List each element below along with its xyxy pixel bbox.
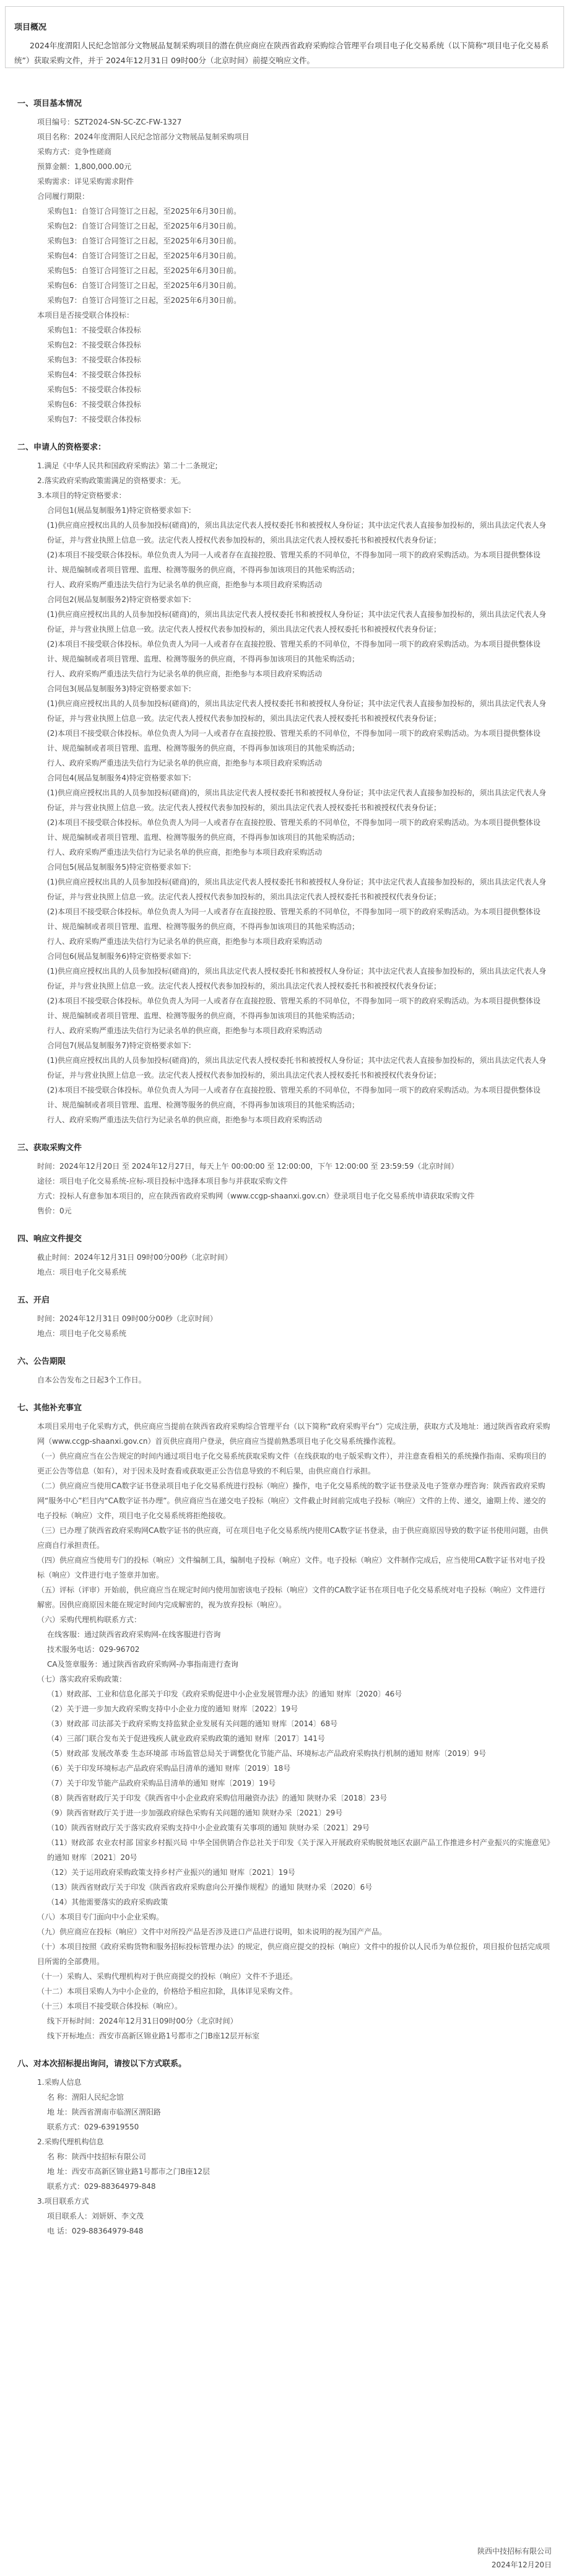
qualification-package <box>17 771 552 860</box>
procurement-requirement: 采购需求：详见采购需求附件 <box>37 177 134 186</box>
qualification-package <box>17 592 552 681</box>
contact-title: 3.项目联系方式 <box>37 2197 89 2206</box>
consortium-label: 本项目是否接受联合体投标： <box>37 311 134 320</box>
submission-location: 地点：项目电子化交易系统 <box>37 1268 127 1277</box>
consortium-package: 采购包5：不接受联合体投标 <box>47 385 141 394</box>
supplementary-paragraph: （一）供应商应当在公告规定的时间内通过项目电子化交易系统获取采购文件（在线获取的电子版采购文件），并注意查看相关的系统操作指南、采购项目的更正公告等信息（如有），对于因未及时查看或获取更正公告信息导致的不利后果，由供应商自行承担。 <box>37 1452 547 1475</box>
qualification-paragraph: (2)本项目不接受联合体投标。单位负责人为同一人或者存在直接控股、管理关系的不同单位，不得参加同一项下的政府采购活动。为本项目提供整体设计、规范编制或者项目管理、监理、检测等服务的供应商，不得再参加该项目的其他采购活动； <box>47 1086 541 1109</box>
qualification-paragraph: (1)供应商应授权出具的人员参加投标(磋商)的，须出具法定代表人授权委托书和被授权人身份证；其中法定代表人直接参加投标的，须出具法定代表人身份证，并与营业执照上信息一致。法定代表人授权代表参加投标的，须出具法定代表人授权委托书和被授权代表身份证； <box>47 1056 547 1080</box>
project-name: 项目名称：2024年度渭阳人民纪念馆部分文物展品复制采购项目 <box>37 133 250 141</box>
purchaser-address: 地 址：陕西省渭南市临渭区渭阳路 <box>47 2108 161 2116</box>
qualification-paragraph: (2)本项目不接受联合体投标。单位负责人为同一人或者存在直接控股、管理关系的不同单位，不得参加同一项下的政府采购活动。为本项目提供整体设计、规范编制或者项目管理、监理、检测等服务的供应商，不得再参加该项目的其他采购活动； <box>47 729 541 753</box>
qualification-package <box>17 681 552 771</box>
qualification-paragraph: (1)供应商应授权出具的人员参加投标(磋商)的，须出具法定代表人授权委托书和被授权人身份证；其中法定代表人直接参加投标的，须出具法定代表人身份证，并与营业执照上信息一致。法定代表人授权代表参加投标的，须出具法定代表人授权委托书和被授权代表身份证； <box>47 967 547 990</box>
section-4-title: 四、响应文件提交 <box>17 1234 82 1244</box>
contact-phone: 电 话：029-88364979-848 <box>47 2227 144 2235</box>
consortium-package: 采购包6：不接受联合体投标 <box>47 400 141 409</box>
policy-item: （6）关于印发环境标志产品政府采购品目清单的通知 财库〔2019〕18号 <box>47 1764 291 1773</box>
supplementary-paragraph: 本项目采用电子化采购方式，供应商应当提前在陕西省政府采购综合管理平台（以下简称“政府采购平台”）完成注册，获取方式及地址：通过陕西省政府采购网（www.ccgp-shaanxi.gov.cn）首页供应商用户登录，供应商应当提前熟悉项目电子化交易系统操作流程。 <box>37 1422 550 1446</box>
document-method: 方式：投标人有意参加本项目的，应在陕西省政府采购网（www.ccgp-shaanxi.gov.cn）登录项目电子化交易系统申请获取采购文件 <box>37 1192 475 1200</box>
contact-person: 项目联系人：刘妍妍、李文茂 <box>47 2212 144 2220</box>
section-3-title: 三、获取采购文件 <box>17 1143 82 1153</box>
policy-item: （10）陕西省财政厅关于落实政府采购支持中小企业政策有关事项的通知 陕财办采〔2021〕29号 <box>47 1823 370 1832</box>
policy-item: （9）陕西省财政厅关于进一步加强政府绿色采购有关问题的通知 陕财办采〔2021〕29号 <box>47 1809 343 1817</box>
qualification-package-label: 合同包2(展品复制服务2)特定资格要求如下: <box>47 595 191 604</box>
qualification-paragraph: 行人、政府采购严重违法失信行为记录名单的供应商，拒绝参与本项目政府采购活动 <box>47 1026 323 1035</box>
consortium-package: 采购包7：不接受联合体投标 <box>47 415 141 424</box>
overview-title: 项目概况 <box>14 23 47 32</box>
opening-time: 时间：2024年12月31日 09时00分00秒（北京时间） <box>37 1314 217 1323</box>
policy-title: （七）落实政府采购政策： <box>37 1675 127 1683</box>
qualification-package <box>17 503 552 592</box>
section-8-title: 八、对本次招标提出询问，请按以下方式联系。 <box>17 2059 187 2069</box>
consortium-package: 采购包4：不接受联合体投标 <box>47 370 141 379</box>
contract-period-package: 采购包3：自签订合同签订之日起，至2025年6月30日前。 <box>47 237 241 245</box>
qualification-paragraph: 行人、政府采购严重违法失信行为记录名单的供应商，拒绝参与本项目政府采购活动 <box>47 580 323 589</box>
purchaser-title: 1.采购人信息 <box>37 2078 82 2087</box>
qualification-paragraph: 行人、政府采购严重违法失信行为记录名单的供应商，拒绝参与本项目政府采购活动 <box>47 1116 323 1124</box>
project-number: 项目编号：SZT2024-SN-SC-ZC-FW-1327 <box>37 118 182 126</box>
qualification-paragraph: (2)本项目不接受联合体投标。单位负责人为同一人或者存在直接控股、管理关系的不同单位，不得参加同一项下的政府采购活动。为本项目提供整体设计、规范编制或者项目管理、监理、检测等服务的供应商，不得再参加该项目的其他采购活动； <box>47 907 541 931</box>
qualification-item: 2.落实政府采购政策需满足的资格要求：无。 <box>37 476 186 485</box>
offline-opening-time: 线下开标时间：2024年12月31日09时00分（北京时间） <box>47 2017 238 2025</box>
supplementary-paragraph: （十二）本项目采购人为中小企业的，价格给予相应扣除，具体详见采购文件。 <box>37 1987 298 1996</box>
qualification-package-label: 合同包1(展品复制服务1)特定资格要求如下: <box>47 506 191 515</box>
qualification-paragraph: (1)供应商应授权出具的人员参加投标(磋商)的，须出具法定代表人授权委托书和被授权人身份证；其中法定代表人直接参加投标的，须出具法定代表人身份证，并与营业执照上信息一致。法定代表人授权代表参加投标的，须出具法定代表人授权委托书和被授权代表身份证； <box>47 610 547 634</box>
section-7-title: 七、其他补充事宜 <box>17 1404 82 1413</box>
contract-period-package: 采购包4：自签订合同签订之日起，至2025年6月30日前。 <box>47 251 241 260</box>
agency-title: 2.采购代理机构信息 <box>37 2137 104 2146</box>
overview-box <box>5 6 564 68</box>
contract-period-label: 合同履行期限： <box>37 192 90 201</box>
section-5-title: 五、开启 <box>17 1296 50 1305</box>
announcement-page <box>0 6 569 2576</box>
submission-deadline: 截止时间：2024年12月31日 09时00分00秒（北京时间） <box>37 1253 232 1262</box>
document-channel: 途径：项目电子化交易系统-应标-项目投标中选择本项目参与并获取采购文件 <box>37 1177 288 1185</box>
qualification-package-label: 合同包4(展品复制服务4)特定资格要求如下: <box>47 774 191 782</box>
overview-text: 2024年度渭阳人民纪念馆部分文物展品复制采购项目的潜在供应商应在陕西省政府采购综合管理平台项目电子化交易系统（以下简称“项目电子化交易系统”）获取采购文件，并于 2024年12月31日 09时00分（北京时间）前提交响应文件。 <box>14 41 549 65</box>
qualification-package-label: 合同包5(展品复制服务5)特定资格要求如下: <box>47 863 191 871</box>
policy-item: （2）关于进一步加大政府采购支持中小企业力度的通知 财库〔2022〕19号 <box>47 1705 298 1713</box>
qualification-package-label: 合同包3(展品复制服务3)特定资格要求如下: <box>47 684 191 693</box>
contract-period-package: 采购包5：自签订合同签订之日起，至2025年6月30日前。 <box>47 266 241 275</box>
qualification-package <box>17 860 552 949</box>
section-6-title: 六、公告期限 <box>17 1357 66 1366</box>
qualification-paragraph: (2)本项目不接受联合体投标。单位负责人为同一人或者存在直接控股、管理关系的不同单位，不得参加同一项下的政府采购活动。为本项目提供整体设计、规范编制或者项目管理、监理、检测等服务的供应商，不得再参加该项目的其他采购活动； <box>47 997 541 1020</box>
consortium-package: 采购包2：不接受联合体投标 <box>47 341 141 349</box>
policy-item: （14）其他需要落实的政府采购政策 <box>47 1898 168 1906</box>
qualification-package-label: 合同包6(展品复制服务6)特定资格要求如下: <box>47 952 191 961</box>
supplementary-paragraph: （三）已办理了陕西省政府采购网CA数字证书的供应商，可在项目电子化交易系统内使用CA数字证书登录，由于供应商原因导致的数字证书使用问题，由供应商自行承担责任。 <box>37 1526 549 1550</box>
agency-contact: 联系方式：029-88364979-848 <box>47 2182 156 2191</box>
agency-address: 地 址：西安市高新区锦业路1号都市之门B座12层 <box>47 2167 210 2176</box>
document-price: 售价：0元 <box>37 1207 72 1215</box>
qualification-paragraph: (2)本项目不接受联合体投标。单位负责人为同一人或者存在直接控股、管理关系的不同单位，不得参加同一项下的政府采购活动。为本项目提供整体设计、规范编制或者项目管理、监理、检测等服务的供应商，不得再参加该项目的其他采购活动； <box>47 640 541 663</box>
qualification-package <box>17 949 552 1038</box>
qualification-package <box>17 1038 552 1127</box>
supplementary-paragraph: （六）采购代理机构联系方式： <box>37 1615 142 1624</box>
purchaser-contact: 联系方式：029-63919550 <box>47 2123 139 2131</box>
contract-period-package: 采购包2：自签订合同签订之日起，至2025年6月30日前。 <box>47 222 241 230</box>
qualification-paragraph: 行人、政府采购严重违法失信行为记录名单的供应商，拒绝参与本项目政府采购活动 <box>47 759 323 767</box>
qualification-paragraph: (1)供应商应授权出具的人员参加投标(磋商)的，须出具法定代表人授权委托书和被授权人身份证；其中法定代表人直接参加投标的，须出具法定代表人身份证，并与营业执照上信息一致。法定代表人授权代表参加投标的，须出具法定代表人授权委托书和被授权代表身份证； <box>47 521 547 544</box>
purchaser-name: 名 称：渭阳人民纪念馆 <box>47 2093 124 2102</box>
announcement-content <box>0 68 569 2238</box>
supplementary-line: CA及签章服务：通过陕西省政府采购网-办事指南进行查询 <box>47 1660 238 1669</box>
supplementary-line: 在线客服：通过陕西省政府采购网-在线客服进行咨询 <box>47 1630 221 1639</box>
qualification-paragraph: (1)供应商应授权出具的人员参加投标(磋商)的，须出具法定代表人授权委托书和被授权人身份证；其中法定代表人直接参加投标的，须出具法定代表人身份证，并与营业执照上信息一致。法定代表人授权代表参加投标的，须出具法定代表人授权委托书和被授权代表身份证； <box>47 788 547 812</box>
opening-location: 地点：项目电子化交易系统 <box>37 1329 127 1338</box>
document-time: 时间：2024年12月20日 至 2024年12月27日，每天上午 00:00:00 至 12:00:00，下午 12:00:00 至 23:59:59（北京时间） <box>37 1162 459 1171</box>
footer-org: 陕西中技招标有限公司 <box>477 2547 552 2556</box>
contract-period-package: 采购包7：自签订合同签订之日起，至2025年6月30日前。 <box>47 296 241 305</box>
offline-opening-location: 线下开标地点：西安市高新区锦业路1号都市之门B座12层开标室 <box>47 2032 260 2040</box>
qualification-paragraph: (1)供应商应授权出具的人员参加投标(磋商)的，须出具法定代表人授权委托书和被授权人身份证；其中法定代表人直接参加投标的，须出具法定代表人身份证，并与营业执照上信息一致。法定代表人授权代表参加投标的，须出具法定代表人授权委托书和被授权代表身份证； <box>47 699 547 723</box>
supplementary-paragraph: （八）本项目专门面向中小企业采购。 <box>37 1913 164 1921</box>
qualification-paragraph: 行人、政府采购严重违法失信行为记录名单的供应商，拒绝参与本项目政府采购活动 <box>47 848 323 857</box>
qualification-paragraph: (1)供应商应授权出具的人员参加投标(磋商)的，须出具法定代表人授权委托书和被授权人身份证；其中法定代表人直接参加投标的，须出具法定代表人身份证，并与营业执照上信息一致。法定代表人授权代表参加投标的，须出具法定代表人授权委托书和被授权代表身份证； <box>47 878 547 901</box>
policy-item: （3）财政部 司法部关于政府采购支持监狱企业发展有关问题的通知 财库〔2014〕68号 <box>47 1719 338 1728</box>
policy-item: （7）关于印发节能产品政府采购品目清单的通知 财库〔2019〕19号 <box>47 1779 276 1788</box>
supplementary-paragraph: （五）评标（评审）开始前，供应商应当在规定时间内使用加密该电子投标（响应）文件的CA数字证书在项目电子化交易系统对电子投标（响应）文件进行解密。因供应商原因未能在规定时间内完成解密的，视为放弃投标（响应）。 <box>37 1586 545 1609</box>
section-1-title: 一、项目基本情况 <box>17 99 82 108</box>
qualification-paragraph: 行人、政府采购严重违法失信行为记录名单的供应商，拒绝参与本项目政府采购活动 <box>47 937 323 946</box>
supplementary-paragraph: （十）本项目按照《政府采购货物和服务招标投标管理办法》的规定，供应商应提交的投标（响应）文件中的报价以人民币为单位报价，项目报价包括完成项目所需的全部费用。 <box>37 1942 550 1966</box>
policy-item: （12）关于运用政府采购政策支持乡村产业振兴的通知 财库〔2021〕19号 <box>47 1868 295 1877</box>
qualification-package-label: 合同包7(展品复制服务7)特定资格要求如下: <box>47 1041 191 1050</box>
supplementary-paragraph: （十一）采购人、采购代理机构对于供应商提交的投标（响应）文件不予退还。 <box>37 1972 298 1981</box>
policy-item: （5）财政部 发展改革委 生态环境部 市场监管总局关于调整优化节能产品、环境标志产品政府采购执行机制的通知 财库〔2019〕9号 <box>47 1749 487 1758</box>
qualification-item: 3.本项目的特定资格要求： <box>37 491 126 500</box>
qualification-paragraph: (2)本项目不接受联合体投标。单位负责人为同一人或者存在直接控股、管理关系的不同单位，不得参加同一项下的政府采购活动。为本项目提供整体设计、规范编制或者项目管理、监理、检测等服务的供应商，不得再参加该项目的其他采购活动； <box>47 818 541 842</box>
policy-item: （11）财政部 农业农村部 国家乡村振兴局 中华全国供销合作总社关于印发《关于深入开展政府采购脱贫地区农副产品工作推进乡村产业振兴的实施意见》的通知 财库〔2021〕20号 <box>47 1838 550 1862</box>
contract-period-package: 采购包6：自签订合同签订之日起，至2025年6月30日前。 <box>47 281 241 290</box>
supplementary-line: 技术服务电话：029-96702 <box>47 1645 140 1654</box>
budget-amount: 预算金额：1,800,000.00元 <box>37 162 132 171</box>
policy-item: （1）财政部、工业和信息化部关于印发《政府采购促进中小企业发展管理办法》的通知 财库〔2020〕46号 <box>47 1690 402 1698</box>
consortium-package: 采购包1：不接受联合体投标 <box>47 326 141 334</box>
policy-item: （13）陕西省财政厅关于印发《陕西省政府采购意向公开操作规程》的通知 陕财办采〔2020〕6号 <box>47 1883 373 1892</box>
qualification-paragraph: 行人、政府采购严重违法失信行为记录名单的供应商，拒绝参与本项目政府采购活动 <box>47 670 323 678</box>
consortium-package: 采购包3：不接受联合体投标 <box>47 356 141 364</box>
supplementary-paragraph: （十三）本项目不接受联合体投标（响应）。 <box>37 2002 183 2011</box>
qualification-item: 1.满足《中华人民共和国政府采购法》第二十二条规定; <box>37 461 218 470</box>
policy-item: （4）三部门联合发布关于促进残疾人就业政府采购政策的通知 财库〔2017〕141号 <box>47 1734 325 1743</box>
qualification-paragraph: (2)本项目不接受联合体投标。单位负责人为同一人或者存在直接控股、管理关系的不同单位，不得参加同一项下的政府采购活动。为本项目提供整体设计、规范编制或者项目管理、监理、检测等服务的供应商，不得再参加该项目的其他采购活动； <box>47 551 541 574</box>
section-2-title: 二、申请人的资格要求： <box>17 443 106 452</box>
footer-date: 2024年12月20日 <box>491 2561 552 2569</box>
contract-period-package: 采购包1：自签订合同签订之日起，至2025年6月30日前。 <box>47 207 241 216</box>
supplementary-paragraph: （九）供应商应在投标（响应）文件中对所投产品是否涉及进口产品进行说明，如未说明的视为国产产品。 <box>37 1928 387 1936</box>
announcement-footer <box>477 2544 552 2572</box>
supplementary-paragraph: （二）供应商应当使用CA数字证书登录项目电子化交易系统进行投标（响应）操作，电子化交易系统的数字证书登录及电子签章办理咨询：陕西省政府采购网“服务中心”栏目内“CA数字证书办理”。供应商应当在递交电子投标（响应）文件截止时间前完成电子投标（响应）文件的上传、递交，逾期上传、递交的电子投标（响应）文件，项目电子化交易系统将拒绝接收。 <box>37 1482 546 1520</box>
supplementary-paragraph: （四）供应商应当使用专门的投标（响应）文件编制工具，编制电子投标（响应）文件。电子投标（响应）文件制作完成后，应当使用CA数字证书对电子投标（响应）文件进行电子签章并加密。 <box>37 1556 545 1579</box>
policy-item: （8）陕西省财政厅关于印发《陕西省中小企业政府采购信用融资办法》的通知 陕财办采〔2018〕23号 <box>47 1794 388 1802</box>
agency-name: 名 称：陕西中技招标有限公司 <box>47 2152 146 2161</box>
notice-period: 自本公告发布之日起3个工作日。 <box>37 1376 146 1384</box>
procurement-method: 采购方式：竞争性磋商 <box>37 147 112 156</box>
